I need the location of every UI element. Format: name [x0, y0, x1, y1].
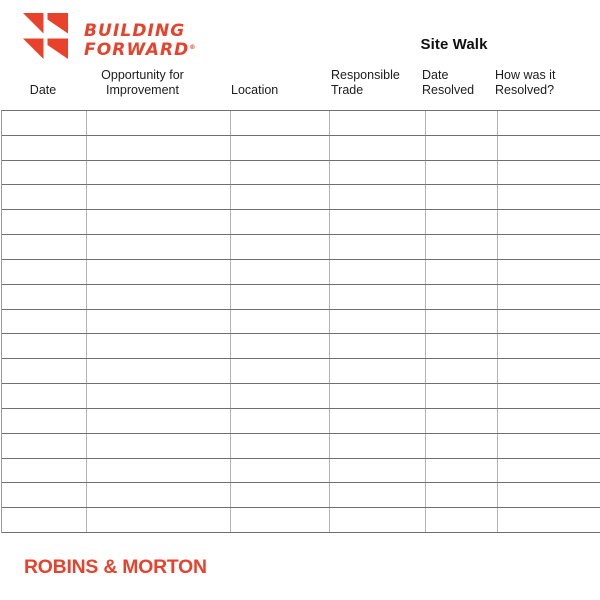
- table-row: [2, 161, 600, 186]
- brand-wordmark: [84, 21, 224, 60]
- table-cell[interactable]: [498, 260, 600, 284]
- table-cell[interactable]: [231, 334, 330, 358]
- table-cell[interactable]: [426, 384, 498, 408]
- table-cell[interactable]: [330, 359, 426, 383]
- table-cell[interactable]: [87, 185, 231, 209]
- table-cell[interactable]: [231, 310, 330, 334]
- brand-logo: [23, 13, 196, 60]
- table-cell[interactable]: [426, 434, 498, 458]
- table-cell[interactable]: [231, 434, 330, 458]
- table-cell[interactable]: [231, 285, 330, 309]
- table-cell[interactable]: [330, 459, 426, 483]
- table-cell[interactable]: [2, 508, 87, 532]
- table-cell[interactable]: [330, 434, 426, 458]
- table-row: [2, 310, 600, 335]
- table-cell[interactable]: [231, 161, 330, 185]
- table-cell[interactable]: [231, 136, 330, 160]
- table-row: [2, 508, 600, 533]
- table-cell[interactable]: [87, 285, 231, 309]
- table-cell[interactable]: [231, 409, 330, 433]
- table-cell[interactable]: [87, 334, 231, 358]
- table-cell[interactable]: [498, 434, 600, 458]
- table-row: [2, 409, 600, 434]
- table-cell[interactable]: [330, 310, 426, 334]
- table-cell[interactable]: [330, 384, 426, 408]
- table-cell[interactable]: [330, 260, 426, 284]
- table-cell[interactable]: [498, 185, 600, 209]
- table-cell[interactable]: [2, 459, 87, 483]
- table-cell[interactable]: [2, 161, 87, 185]
- table-cell[interactable]: [2, 210, 87, 234]
- table-cell[interactable]: [2, 334, 87, 358]
- table-cell[interactable]: [498, 235, 600, 259]
- table-cell[interactable]: [87, 384, 231, 408]
- column-header-responsible-trade: Responsible Trade: [331, 68, 400, 97]
- table-cell[interactable]: [426, 161, 498, 185]
- registered-trademark-symbol: ®: [189, 43, 196, 51]
- table-cell[interactable]: [231, 235, 330, 259]
- table-cell[interactable]: [330, 334, 426, 358]
- table-cell[interactable]: [87, 235, 231, 259]
- table-row: [2, 434, 600, 459]
- table-row: [2, 359, 600, 384]
- table-cell[interactable]: [2, 235, 87, 259]
- table-cell[interactable]: [330, 409, 426, 433]
- table-cell[interactable]: [330, 483, 426, 507]
- table-cell[interactable]: [498, 459, 600, 483]
- table-cell[interactable]: [498, 483, 600, 507]
- table-cell[interactable]: [2, 434, 87, 458]
- table-cell[interactable]: [87, 260, 231, 284]
- table-cell[interactable]: [426, 235, 498, 259]
- table-cell[interactable]: [426, 334, 498, 358]
- table-cell[interactable]: [426, 359, 498, 383]
- table-row: [2, 235, 600, 260]
- table-cell[interactable]: [87, 161, 231, 185]
- table-cell[interactable]: [231, 111, 330, 135]
- table-cell[interactable]: [2, 384, 87, 408]
- table-row: [2, 185, 600, 210]
- table-cell[interactable]: [87, 508, 231, 532]
- table-cell[interactable]: [426, 210, 498, 234]
- table-cell[interactable]: [2, 409, 87, 433]
- table-cell[interactable]: [330, 161, 426, 185]
- table-cell[interactable]: [498, 310, 600, 334]
- table-cell[interactable]: [231, 508, 330, 532]
- table-cell[interactable]: [231, 359, 330, 383]
- table-cell[interactable]: [2, 359, 87, 383]
- table-cell[interactable]: [426, 260, 498, 284]
- building-forward-logo-icon: [23, 13, 68, 59]
- table-cell[interactable]: [426, 483, 498, 507]
- table-cell[interactable]: [498, 409, 600, 433]
- table-cell[interactable]: [330, 111, 426, 135]
- table-cell[interactable]: [426, 459, 498, 483]
- table-cell[interactable]: [231, 210, 330, 234]
- table-cell[interactable]: [498, 384, 600, 408]
- table-cell[interactable]: [426, 285, 498, 309]
- table-row: [2, 483, 600, 508]
- table-cell[interactable]: [330, 185, 426, 209]
- column-header-location: Location: [231, 83, 279, 97]
- column-header-date: Date: [29, 83, 57, 97]
- table-cell[interactable]: [87, 409, 231, 433]
- table-cell[interactable]: [87, 136, 231, 160]
- table-cell[interactable]: [231, 384, 330, 408]
- column-header-how-resolved: How was it Resolved?: [495, 68, 556, 97]
- table-row: [2, 384, 600, 409]
- table-cell[interactable]: [330, 235, 426, 259]
- table-row: [2, 334, 600, 359]
- site-walk-table: [1, 110, 600, 533]
- table-cell[interactable]: [2, 285, 87, 309]
- table-cell[interactable]: [87, 483, 231, 507]
- table-cell[interactable]: [426, 310, 498, 334]
- table-cell[interactable]: [498, 508, 600, 532]
- column-header-date-resolved: Date Resolved: [422, 68, 475, 97]
- table-cell[interactable]: [498, 334, 600, 358]
- table-cell[interactable]: [498, 111, 600, 135]
- column-header-opportunity-for-improvement: Opportunity for Improvement: [101, 68, 184, 97]
- table-row: [2, 260, 600, 285]
- table-cell[interactable]: [330, 210, 426, 234]
- table-cell[interactable]: [426, 508, 498, 532]
- table-row: [2, 111, 600, 136]
- table-cell[interactable]: [498, 359, 600, 383]
- table-cell[interactable]: [231, 459, 330, 483]
- table-cell[interactable]: [2, 185, 87, 209]
- table-cell[interactable]: [2, 136, 87, 160]
- table-cell[interactable]: [426, 409, 498, 433]
- table-cell[interactable]: [498, 136, 600, 160]
- table-cell[interactable]: [2, 310, 87, 334]
- table-cell[interactable]: [330, 508, 426, 532]
- table-row: [2, 210, 600, 235]
- table-cell[interactable]: [498, 210, 600, 234]
- table-cell[interactable]: [2, 483, 87, 507]
- table-row: [2, 136, 600, 161]
- table-cell[interactable]: [2, 111, 87, 135]
- table-cell[interactable]: [498, 161, 600, 185]
- table-row: [2, 285, 600, 310]
- table-row: [2, 459, 600, 484]
- table-cell[interactable]: [87, 359, 231, 383]
- table-cell[interactable]: [330, 136, 426, 160]
- robins-morton-wordmark: ROBINS & MORTON: [24, 557, 207, 578]
- table-cell[interactable]: [87, 210, 231, 234]
- table-cell[interactable]: [87, 111, 231, 135]
- page-title: Site Walk: [420, 36, 488, 53]
- table-cell[interactable]: [231, 260, 330, 284]
- table-cell[interactable]: [87, 434, 231, 458]
- table-cell[interactable]: [426, 185, 498, 209]
- table-cell[interactable]: [87, 310, 231, 334]
- table-cell[interactable]: [498, 285, 600, 309]
- table-cell[interactable]: [87, 459, 231, 483]
- brand-wordmark-line1: BUILDING: [84, 21, 186, 41]
- table-cell[interactable]: [2, 260, 87, 284]
- table-cell[interactable]: [330, 285, 426, 309]
- brand-wordmark-line2: FORWARD: [84, 39, 190, 60]
- table-cell[interactable]: [426, 136, 498, 160]
- table-cell[interactable]: [231, 185, 330, 209]
- table-cell[interactable]: [231, 483, 330, 507]
- table-cell[interactable]: [426, 111, 498, 135]
